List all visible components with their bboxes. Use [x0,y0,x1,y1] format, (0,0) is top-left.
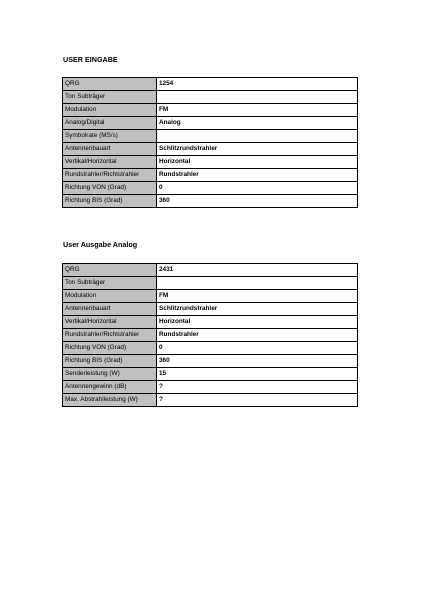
table-row [63,277,358,290]
table-row [63,303,358,316]
row-value [157,277,358,290]
row-label: Antennengewinn (dB) [63,381,157,394]
row-value: 360 [157,355,358,368]
row-label: Antennenbauart [63,143,157,156]
row-value: Horizontal [157,316,358,329]
row-label: Richtung BIS (Grad) [63,195,157,208]
row-label: Richtung VON (Grad) [63,342,157,355]
row-label: Rundstrahler/Richtstrahler [63,329,157,342]
row-label: Senderleistung (W) [63,368,157,381]
row-label: QRG [63,264,157,277]
row-value: ? [157,394,358,407]
row-value: ? [157,381,358,394]
row-value[interactable]: Schlitzrundstrahler [157,143,358,156]
row-value[interactable] [157,130,358,143]
section-title-user-ausgabe-analog: User Ausgabe Analog [63,240,138,249]
table-row [63,355,358,368]
row-label: QRG [63,78,157,91]
section-title-user-eingabe: USER EINGABE [63,55,118,64]
table-row [63,290,358,303]
table-row [63,195,358,208]
row-value: 15 [157,368,358,381]
row-value[interactable]: Analog [157,117,358,130]
row-value[interactable]: FM [157,104,358,117]
row-value: 2431 [157,264,358,277]
row-label: Vertikal/Horizontal [63,156,157,169]
row-value[interactable]: 0 [157,182,358,195]
row-value: Rundstrahler [157,329,358,342]
user-ausgabe-analog-table [62,263,358,407]
table-row [63,329,358,342]
row-value[interactable]: Horizontal [157,156,358,169]
row-label: Richtung VON (Grad) [63,182,157,195]
row-label: Ton Subträger [63,277,157,290]
row-label: Antennenbauart [63,303,157,316]
row-label: Ton Subträger [63,91,157,104]
table-row [63,381,358,394]
table-row [63,342,358,355]
table-row [63,182,358,195]
row-label: Richtung BIS (Grad) [63,355,157,368]
row-label: Vertikal/Horizontal [63,316,157,329]
row-value[interactable] [157,91,358,104]
row-value: Schlitzrundstrahler [157,303,358,316]
row-value[interactable]: 360 [157,195,358,208]
row-value[interactable]: 1254 [157,78,358,91]
row-value: 0 [157,342,358,355]
table-row [63,104,358,117]
row-label: Rundstrahler/Richtstrahler [63,169,157,182]
row-label: Modulation [63,290,157,303]
table-row [63,130,358,143]
row-label: Analog/Digital [63,117,157,130]
table-row [63,316,358,329]
table-row [63,264,358,277]
user-eingabe-table [62,77,358,208]
table-row [63,78,358,91]
table-row [63,143,358,156]
table-row [63,117,358,130]
table-row [63,156,358,169]
table-row [63,368,358,381]
row-label: Max. Abstrahlleistung (W) [63,394,157,407]
table-row [63,394,358,407]
row-value: FM [157,290,358,303]
row-label: Symbolrate (MS/s) [63,130,157,143]
row-label: Modulation [63,104,157,117]
table-row [63,91,358,104]
row-value[interactable]: Rundstrahler [157,169,358,182]
table-row [63,169,358,182]
